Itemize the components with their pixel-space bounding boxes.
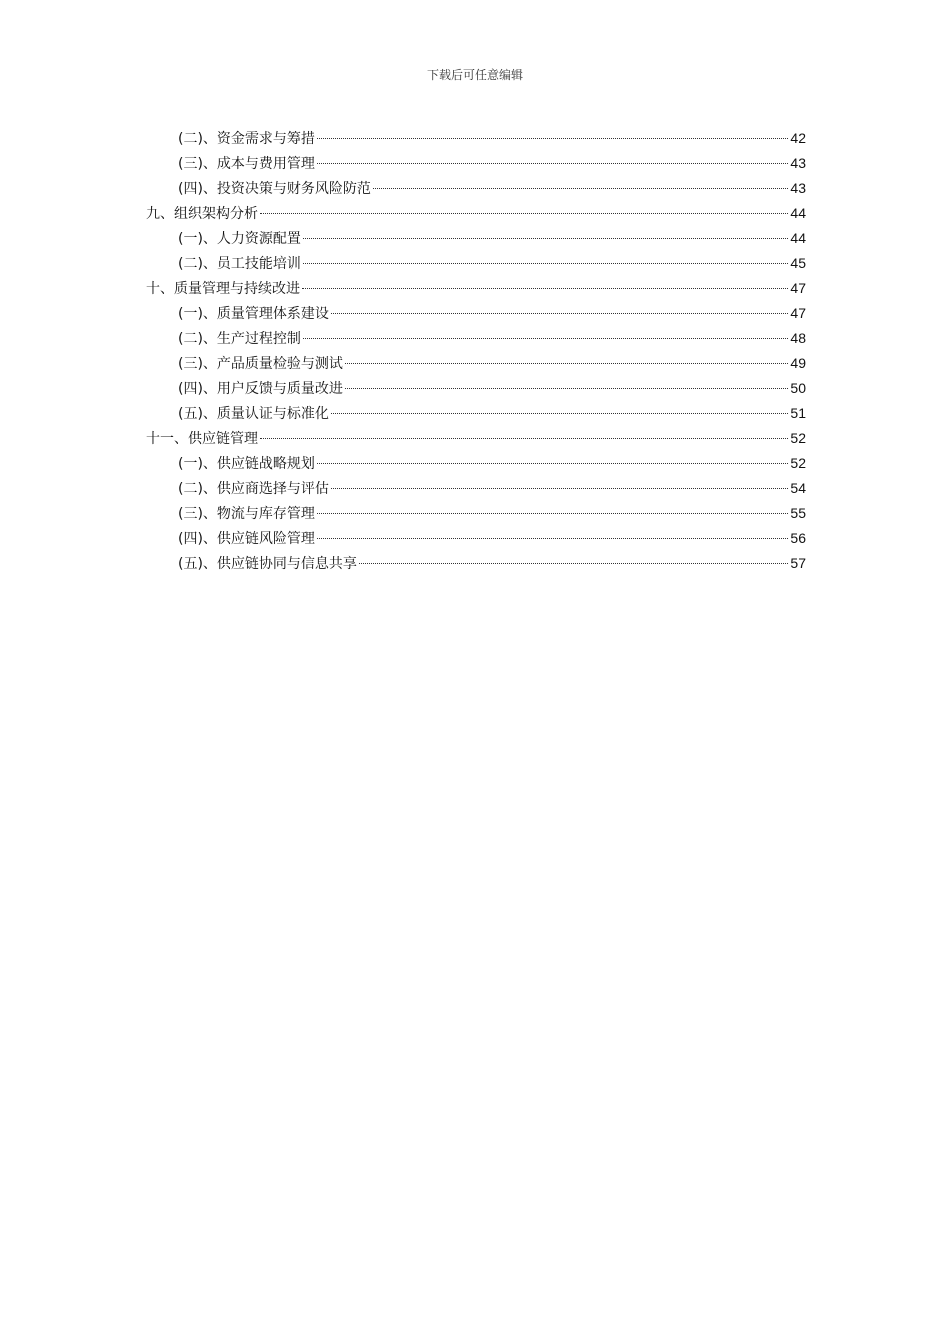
toc-dot-leader bbox=[303, 238, 788, 239]
toc-entry-page-number: 42 bbox=[790, 130, 806, 146]
toc-entry-page-number: 55 bbox=[790, 505, 806, 521]
toc-entry-page-number: 50 bbox=[790, 380, 806, 396]
toc-dot-leader bbox=[345, 363, 788, 364]
toc-entry-title: (二)、生产过程控制 bbox=[178, 331, 301, 347]
toc-entry[interactable] bbox=[146, 226, 806, 251]
toc-entry[interactable] bbox=[146, 451, 806, 476]
toc-entry-title: (一)、人力资源配置 bbox=[178, 231, 301, 247]
toc-entry-page-number: 57 bbox=[790, 555, 806, 571]
toc-dot-leader bbox=[359, 563, 788, 564]
page-header: 下载后可任意编辑 bbox=[426, 68, 523, 82]
toc-entry-page-number: 47 bbox=[790, 305, 806, 321]
toc-entry-title: (二)、资金需求与筹措 bbox=[178, 131, 315, 147]
toc-entry-title: 九、组织架构分析 bbox=[146, 206, 258, 222]
toc-entry[interactable] bbox=[146, 276, 806, 301]
toc-dot-leader bbox=[302, 288, 788, 289]
toc-entry-page-number: 51 bbox=[790, 405, 806, 421]
toc-entry-title: (一)、供应链战略规划 bbox=[178, 456, 315, 472]
toc-entry-page-number: 48 bbox=[790, 330, 806, 346]
toc-dot-leader bbox=[373, 188, 788, 189]
toc-dot-leader bbox=[317, 513, 788, 514]
toc-entry[interactable] bbox=[146, 151, 806, 176]
toc-entry[interactable] bbox=[146, 476, 806, 501]
toc-entry[interactable] bbox=[146, 401, 806, 426]
toc-dot-leader bbox=[317, 538, 788, 539]
toc-entry[interactable] bbox=[146, 176, 806, 201]
toc-entry-title: (五)、质量认证与标准化 bbox=[178, 406, 329, 422]
toc-entry-page-number: 49 bbox=[790, 355, 806, 371]
toc-entry-page-number: 44 bbox=[790, 230, 806, 246]
toc-entry[interactable] bbox=[146, 251, 806, 276]
toc-entry-title: (二)、供应商选择与评估 bbox=[178, 481, 329, 497]
toc-entry-title: (三)、物流与库存管理 bbox=[178, 506, 315, 522]
toc-dot-leader bbox=[317, 138, 788, 139]
toc-entry[interactable] bbox=[146, 426, 806, 451]
toc-dot-leader bbox=[303, 263, 788, 264]
toc-dot-leader bbox=[260, 213, 788, 214]
toc-entry-page-number: 45 bbox=[790, 255, 806, 271]
toc-entry-title: (二)、员工技能培训 bbox=[178, 256, 301, 272]
toc-entry[interactable] bbox=[146, 126, 806, 151]
toc-entry-title: (一)、质量管理体系建设 bbox=[178, 306, 329, 322]
toc-entry-title: 十、质量管理与持续改进 bbox=[146, 281, 300, 297]
toc-entry-title: (三)、产品质量检验与测试 bbox=[178, 356, 343, 372]
toc-dot-leader bbox=[317, 463, 788, 464]
toc-entry-title: (四)、投资决策与财务风险防范 bbox=[178, 181, 371, 197]
toc-entry[interactable] bbox=[146, 301, 806, 326]
toc-entry-page-number: 44 bbox=[790, 205, 806, 221]
toc-dot-leader bbox=[331, 313, 788, 314]
toc-entry[interactable] bbox=[146, 201, 806, 226]
toc-entry-page-number: 54 bbox=[790, 480, 806, 496]
toc-dot-leader bbox=[345, 388, 788, 389]
table-of-contents bbox=[146, 126, 806, 576]
toc-entry[interactable] bbox=[146, 326, 806, 351]
toc-entry-title: (四)、用户反馈与质量改进 bbox=[178, 381, 343, 397]
toc-entry[interactable] bbox=[146, 551, 806, 576]
toc-entry-title: (五)、供应链协同与信息共享 bbox=[178, 556, 357, 572]
toc-entry[interactable] bbox=[146, 501, 806, 526]
toc-dot-leader bbox=[303, 338, 788, 339]
toc-dot-leader bbox=[317, 163, 788, 164]
toc-dot-leader bbox=[260, 438, 788, 439]
toc-entry[interactable] bbox=[146, 376, 806, 401]
toc-dot-leader bbox=[331, 488, 788, 489]
toc-entry-title: 十一、供应链管理 bbox=[146, 431, 258, 447]
toc-entry[interactable] bbox=[146, 351, 806, 376]
toc-entry-page-number: 43 bbox=[790, 155, 806, 171]
toc-entry-title: (四)、供应链风险管理 bbox=[178, 531, 315, 547]
toc-dot-leader bbox=[331, 413, 788, 414]
toc-entry[interactable] bbox=[146, 526, 806, 551]
toc-entry-page-number: 56 bbox=[790, 530, 806, 546]
toc-entry-page-number: 43 bbox=[790, 180, 806, 196]
toc-entry-page-number: 47 bbox=[790, 280, 806, 296]
toc-entry-page-number: 52 bbox=[790, 430, 806, 446]
toc-entry-title: (三)、成本与费用管理 bbox=[178, 156, 315, 172]
toc-entry-page-number: 52 bbox=[790, 455, 806, 471]
